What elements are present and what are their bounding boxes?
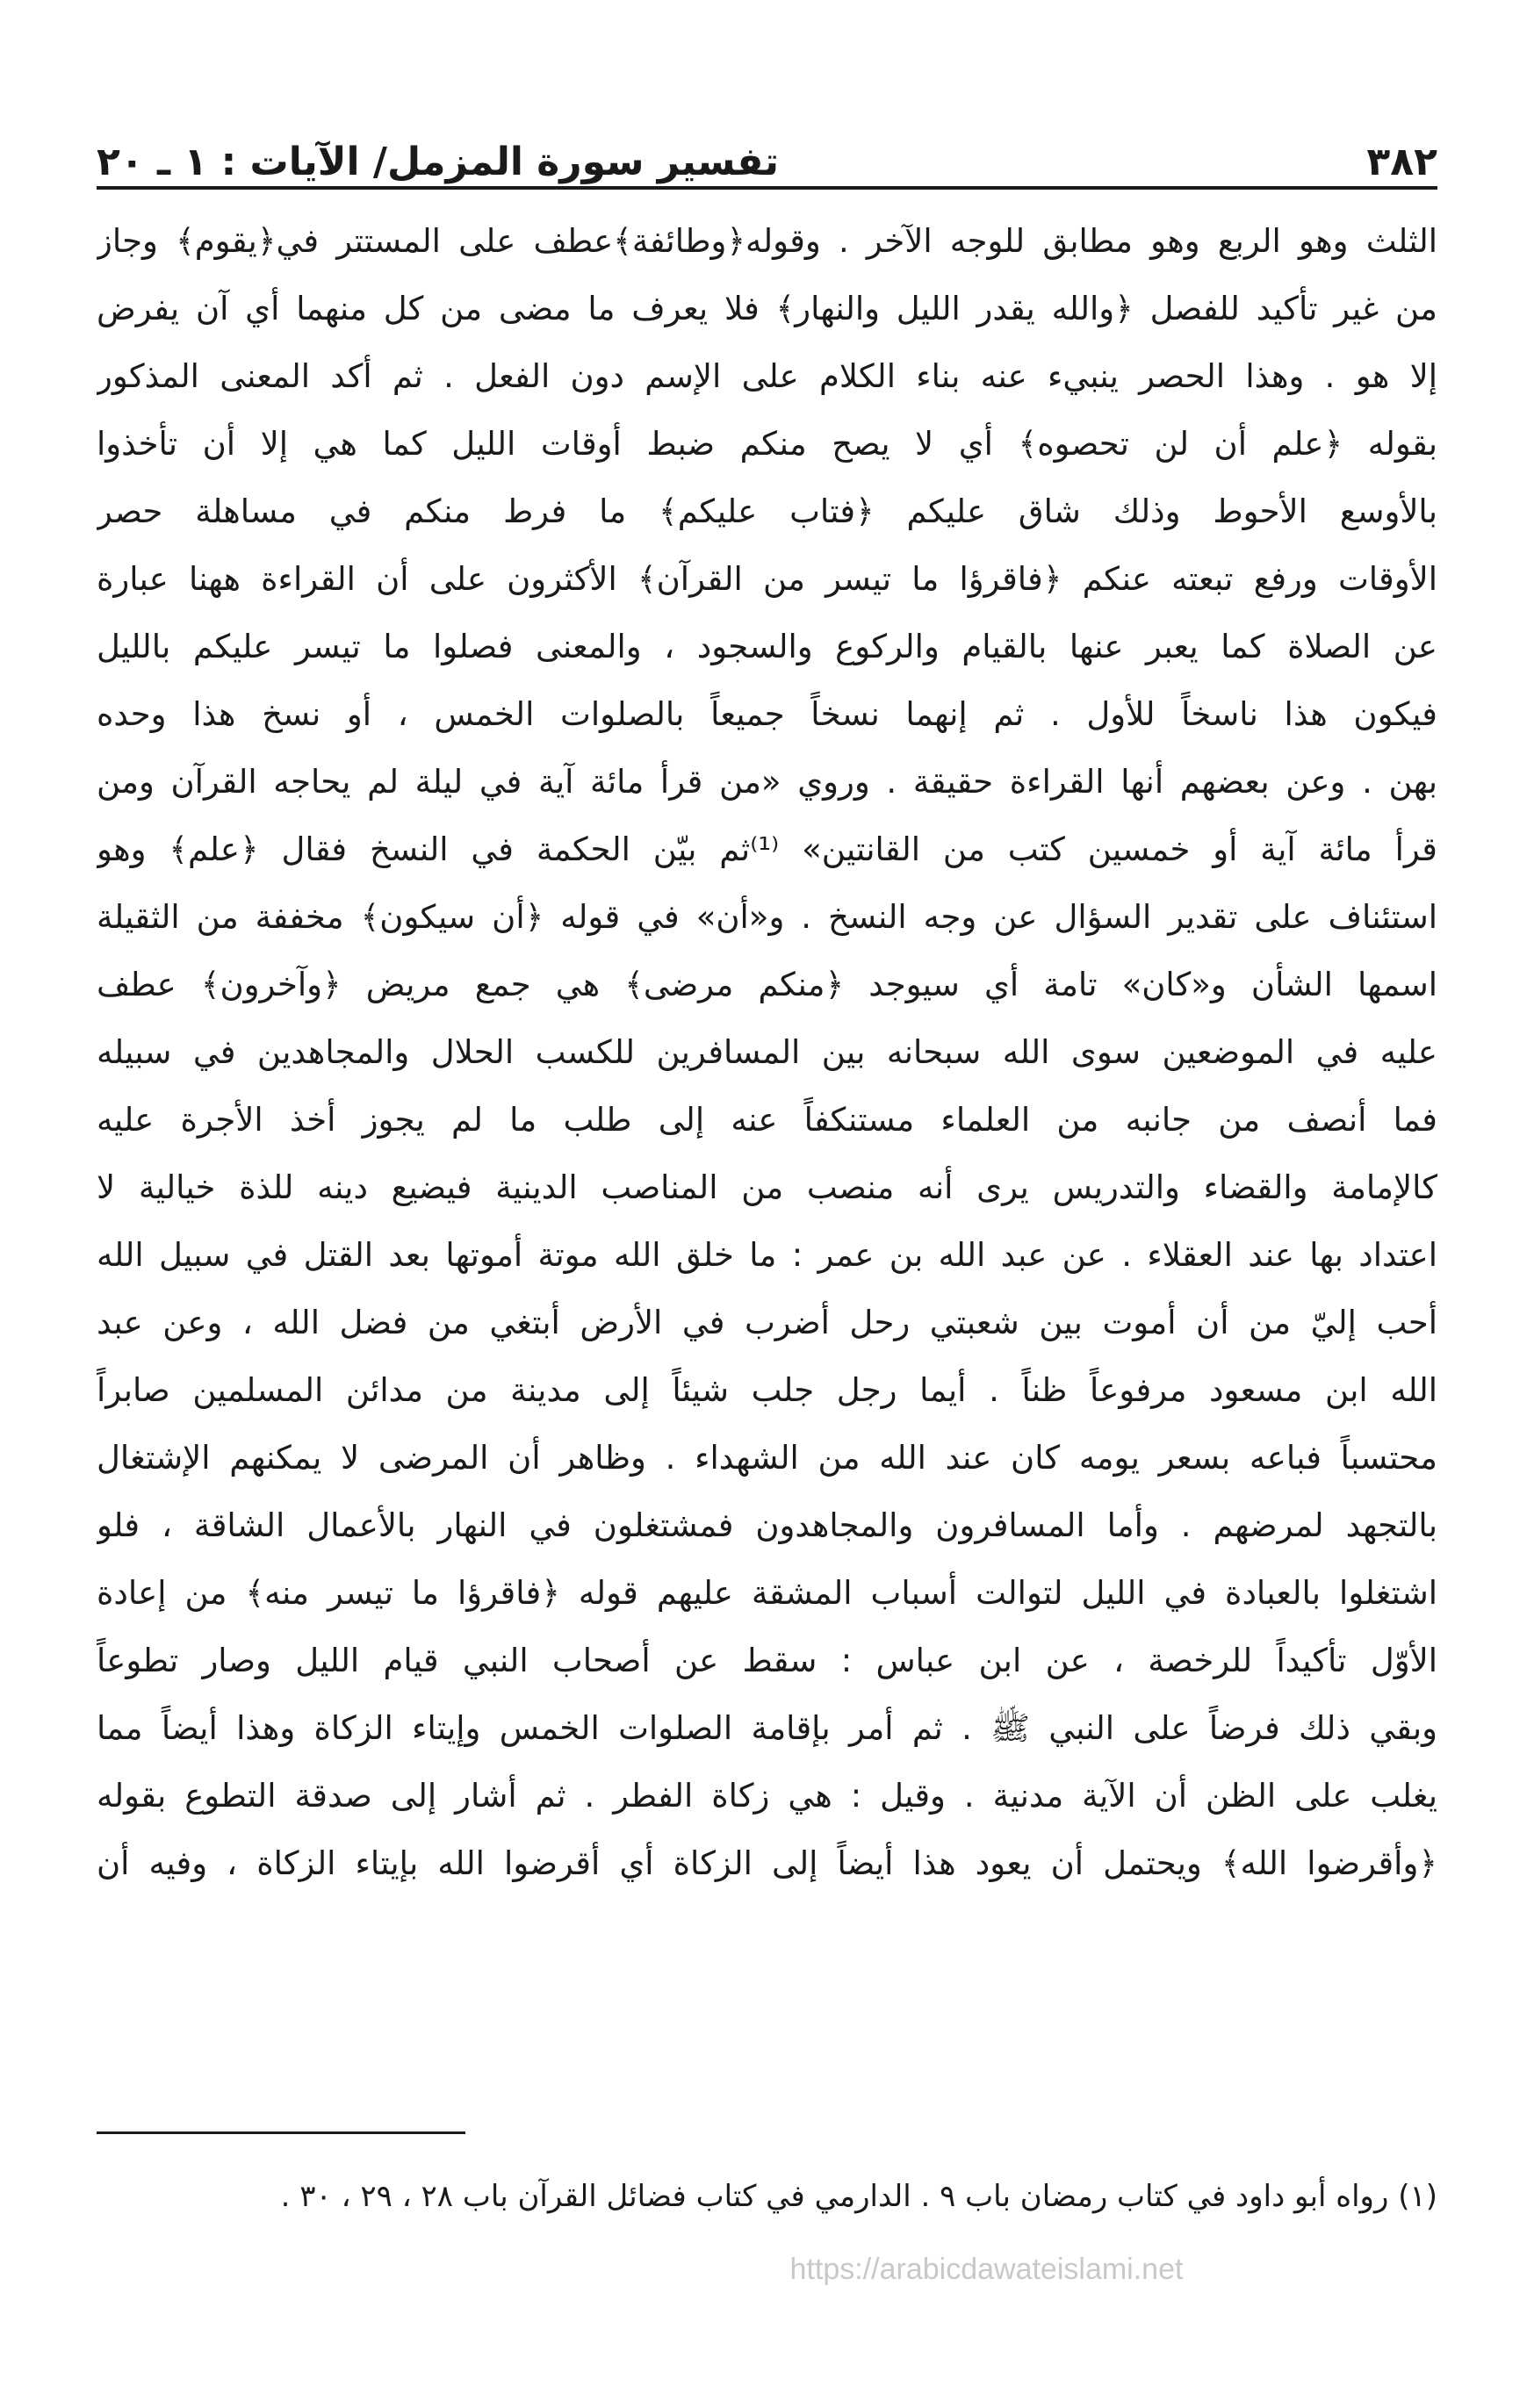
- text-line: بالأوسع الأحوط وذلك شاق عليكم ﴿فتاب عليكم﴾ ما فرط منكم في مساهلة حصر: [97, 492, 1437, 530]
- footnote: (١) رواه أبو داود في كتاب رمضان باب ٩ . الدارمي في كتاب فضائل القرآن باب ٢٨ ، ٢٩ ، ٣٠ .: [280, 2179, 1437, 2214]
- text-line: الله ابن مسعود مرفوعاً ظناً . أيما رجل جلب شيئاً إلى مدينة من مدائن المسلمين صابراً: [97, 1371, 1437, 1409]
- footnote-rule: [97, 2131, 465, 2134]
- text-line: اعتداد بها عند العقلاء . عن عبد الله بن عمر : ما خلق الله موتة أموتها بعد القتل في سبيل الله: [97, 1236, 1437, 1274]
- text-line: من غير تأكيد للفصل ﴿والله يقدر الليل والنهار﴾ فلا يعرف ما مضى من كل منهما أي آن يفرض: [97, 290, 1437, 327]
- text-line: اشتغلوا بالعبادة في الليل لتوالت أسباب المشقة عليهم قوله ﴿فاقرؤا ما تيسر منه﴾ من إعادة: [97, 1574, 1437, 1612]
- text-line: عن الصلاة كما يعبر عنها بالقيام والركوع والسجود ، والمعنى فصلوا ما تيسر عليكم بالليل: [97, 628, 1437, 665]
- text-line: بالتجهد لمرضهم . وأما المسافرون والمجاهدون فمشتغلون في النهار بالأعمال الشاقة ، فلو: [97, 1506, 1437, 1544]
- text-line: فما أنصف من جانبه من العلماء مستنكفاً عنه إلى طلب ما لم يجوز أخذ الأجرة عليه: [97, 1101, 1437, 1139]
- running-title: تفسير سورة المزمل/ الآيات : ١ ـ ٢٠: [97, 140, 780, 184]
- text-line: وبقي ذلك فرضاً على النبي ﷺ . ثم أمر بإقامة الصلوات الخمس وإيتاء الزكاة وهذا أيضاً مما: [97, 1709, 1437, 1747]
- header-rule: [97, 186, 1437, 190]
- text-line: محتسباً فباعه بسعر يومه كان عند الله من الشهداء . وظاهر أن المرضى لا يمكنهم الإشتغال: [97, 1439, 1437, 1477]
- text-line: اسمها الشأن و«كان» تامة أي سيوجد ﴿منكم مرضى﴾ هي جمع مريض ﴿وآخرون﴾ عطف: [97, 966, 1437, 1003]
- text-line: ﴿وأقرضوا الله﴾ ويحتمل أن يعود هذا أيضاً إلى الزكاة أي أقرضوا الله بإيتاء الزكاة ، وفيه أن: [97, 1844, 1437, 1882]
- text-line: الأوقات ورفع تبعته عنكم ﴿فاقرؤا ما تيسر من القرآن﴾ الأكثرون على أن القراءة ههنا عبارة: [97, 560, 1437, 598]
- page-number: ٣٨٢: [1366, 140, 1437, 184]
- text-line: الأوّل تأكيداً للرخصة ، عن ابن عباس : سقط عن أصحاب النبي قيام الليل وصار تطوعاً: [97, 1642, 1437, 1679]
- text-line: فيكون هذا ناسخاً للأول . ثم إنهما نسخاً جميعاً بالصلوات الخمس ، أو نسخ هذا وحده: [97, 695, 1437, 733]
- watermark-url: https://arabicdawateislami.net: [789, 2253, 1184, 2286]
- text-line: كالإمامة والقضاء والتدريس يرى أنه منصب من المناصب الدينية فيضيع دينه للذة خيالية لا: [97, 1168, 1437, 1206]
- text-line: بقوله ﴿علم أن لن تحصوه﴾ أي لا يصح منكم ضبط أوقات الليل كما هي إلا أن تأخذوا: [97, 425, 1437, 463]
- text-line: عليه في الموضعين سوى الله سبحانه بين المسافرين للكسب الحلال والمجاهدين في سبيله: [97, 1033, 1437, 1071]
- text-line: إلا هو . وهذا الحصر ينبيء عنه بناء الكلام على الإسم دون الفعل . ثم أكد المعنى المذكور: [97, 357, 1437, 395]
- text-line: قرأ مائة آية أو خمسين كتب من القانتين» ⁽¹⁾ثم بيّن الحكمة في النسخ فقال ﴿علم﴾ وهو: [97, 830, 1437, 868]
- text-line: أحب إليّ من أن أموت بين شعبتي رحل أضرب في الأرض أبتغي من فضل الله ، وعن عبد: [97, 1304, 1437, 1341]
- text-line: الثلث وهو الربع وهو مطابق للوجه الآخر . وقوله﴿وطائفة﴾عطف على المستتر في﴿يقوم﴾ وجاز: [97, 222, 1437, 260]
- body-text: [97, 207, 1437, 1963]
- text-line: بهن . وعن بعضهم أنها القراءة حقيقة . وروي «من قرأ مائة آية في ليلة لم يحاجه القرآن ومن: [97, 763, 1437, 801]
- page-header: [97, 105, 1437, 184]
- text-line: يغلب على الظن أن الآية مدنية . وقيل : هي زكاة الفطر . ثم أشار إلى صدقة التطوع بقوله: [97, 1777, 1437, 1815]
- text-line: استئناف على تقدير السؤال عن وجه النسخ . و«أن» في قوله ﴿أن سيكون﴾ مخففة من الثقيلة: [97, 898, 1437, 936]
